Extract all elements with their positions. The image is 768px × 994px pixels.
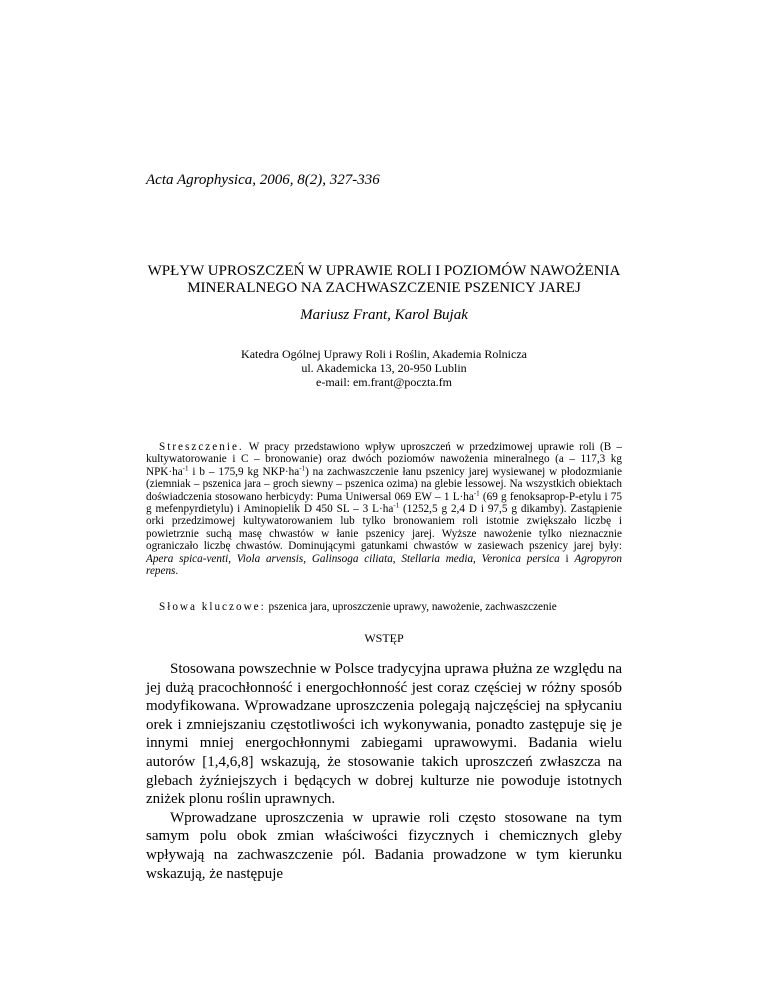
abstract-species-2: Agropyron repens	[146, 552, 623, 578]
keywords-label: Słowa kluczowe:	[159, 601, 266, 613]
authors: Mariusz Frant, Karol Bujak	[300, 307, 468, 323]
abstract-species: Apera spica-venti, Viola arvensis, Galinsoga ciliata, Stellaria media, Veronica persica	[146, 552, 560, 565]
title-line-1: WPŁYW UPROSZCZEŃ W UPRAWIE ROLI I POZIOMÓW NAWOŻENIA	[147, 263, 621, 279]
abstract-text-2: i b – 175,9 kg NKP·ha	[188, 465, 300, 478]
affiliation-email: e-mail: em.frant@poczta.fm	[316, 375, 452, 389]
abstract-text-3: ) na zachwaszczenie łanu pszenicy jarej wysiewanej w płodozmianie (ziemniak – pszenica jara – groch siewny – pszenica ozima) na glebie lessowej. Na wszystkich obiektach doświadczenia stosowano herbicydy: Puma Uniwersal 069 EW – 1 L·ha	[146, 465, 622, 503]
abstract-sup-1: -1	[182, 464, 189, 473]
abstract-label: Streszczenie.	[159, 441, 244, 453]
body-paragraph-1: Stosowana powszechnie w Polsce tradycyjna uprawa płużna ze względu na jej dużą pracochłonność i energochłonność jest coraz częściej w różny sposób modyfikowana. Wprowadzane uproszczenia polegają najczęściej na spłycaniu orek i zmniejszaniu częstotliwości ich wykonywania, ponadto zastępuje się je innymi mniej energochłonnymi zabiegami uprawowymi. Badania wielu autorów [1,4,6,8] wskazują, że stosowanie takich uproszczeń zwłaszcza na glebach żyźniejszych i będących w dobrej kulturze nie powoduje istotnych zniżek plonu roślin uprawnych.	[146, 661, 622, 808]
keywords	[146, 601, 622, 613]
keywords-text: pszenica jara, uproszczenie uprawy, nawożenie, zachwaszczenie	[265, 601, 557, 613]
affiliation	[100, 347, 668, 389]
paper-title	[100, 263, 668, 297]
abstract-sup-4: -1	[393, 501, 400, 510]
abstract-text-4: (69 g fenoksaprop-P-etylu i 75 g mefenpyrdietylu) i Aminopielik D 450 SL – 3 L·ha	[146, 490, 622, 516]
body-paragraph-2: Wprowadzane uproszczenia w uprawie roli często stosowane na tym samym polu obok zmian właściwości fizycznych i chemicznych gleby wpływają na zachwaszczenie pól. Badania prowadzone w tym kierunku wskazują, że następuje	[146, 809, 622, 882]
abstract-text-1: W pracy przedstawiono wpływ uproszczeń w przedzimowej uprawie roli (B – kultywatorowanie i C – bronowanie) oraz dwóch poziomów nawożenia mineralnego (a – 117,3 kg NPK·ha	[146, 441, 622, 478]
abstract-conj: i	[559, 552, 575, 565]
journal-reference: Acta Agrophysica, 2006, 8(2), 327-336	[146, 172, 380, 188]
abstract	[146, 441, 622, 577]
title-line-2: MINERALNEGO NA ZACHWASZCZENIE PSZENICY JAREJ	[187, 280, 581, 296]
abstract-text-5: (1252,5 g 2,4 D i 97,5 g dikamby). Zastąpienie orki przedzimowej kultywatorowaniem lub tylko bronowaniem roli istotnie zwiększało liczbę i powietrznie suchą masę chwastów w łanie pszenicy jarej. Wyższe nawożenie tylko nieznacznie ograniczało liczbę chwastów. Dominującymi gatunkami chwastów w zasiewach pszenicy jarej były:	[146, 503, 622, 553]
abstract-sup-2: -1	[299, 464, 306, 473]
affiliation-line-1: Katedra Ogólnej Uprawy Roli i Roślin, Akademia Rolnicza	[241, 347, 527, 361]
affiliation-line-2: ul. Akademicka 13, 20-950 Lublin	[301, 361, 467, 375]
section-heading: WSTĘP	[364, 631, 404, 645]
abstract-end: .	[175, 565, 179, 578]
abstract-sup-3: -1	[473, 488, 480, 497]
body-text	[146, 660, 622, 883]
